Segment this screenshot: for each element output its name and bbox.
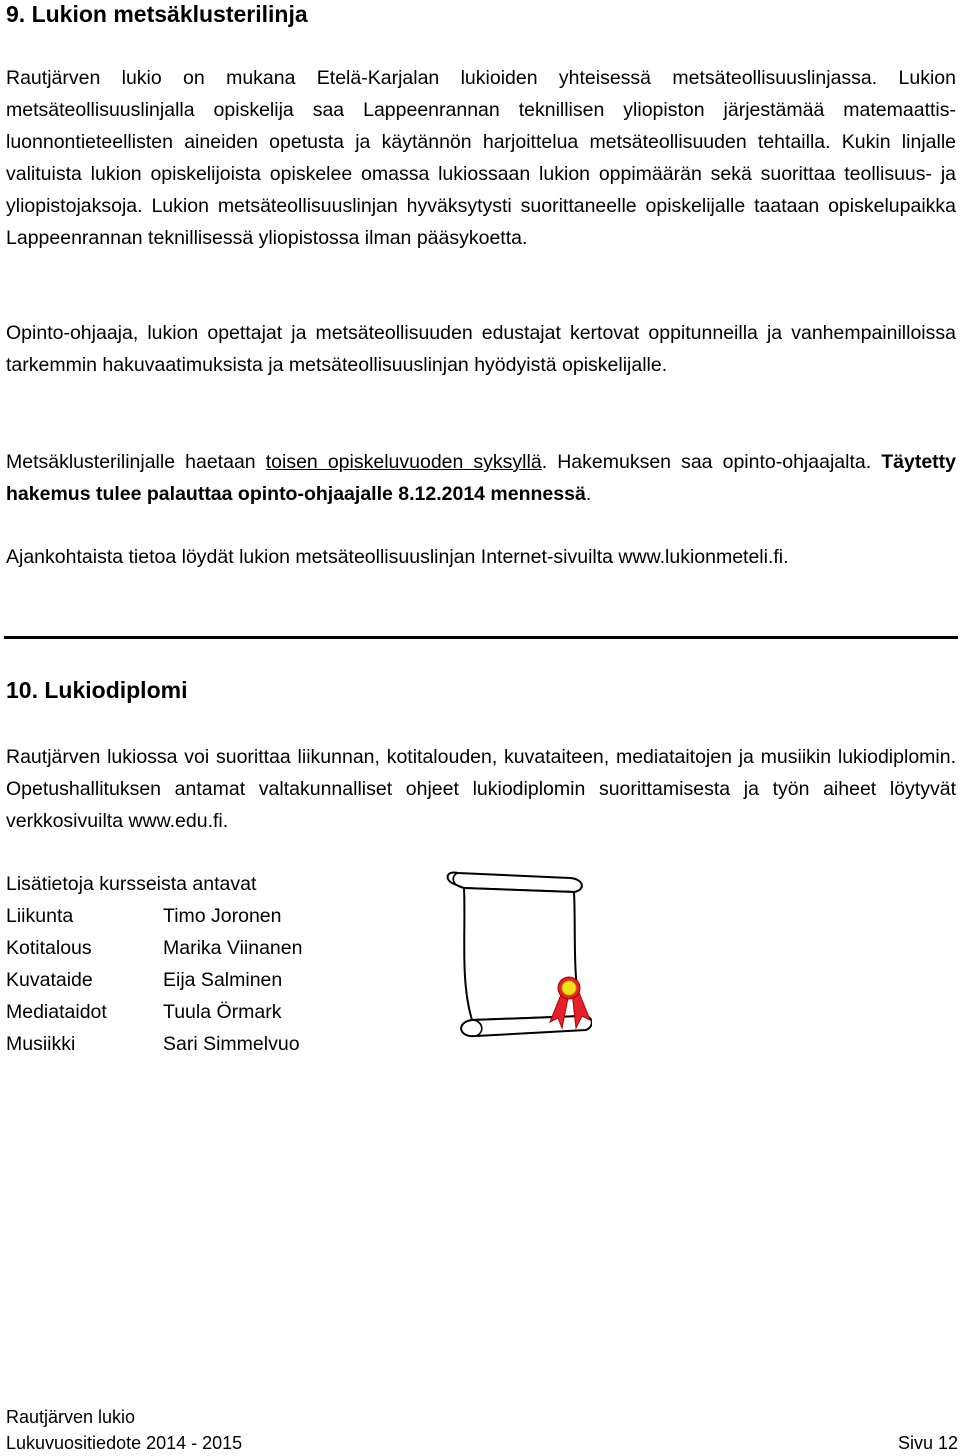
contact-subject: Musiikki — [6, 1033, 76, 1055]
contact-row — [6, 1028, 302, 1060]
contact-person: Eija Salminen — [163, 969, 283, 991]
paragraph-text: Metsäklusterilinjalle haetaan — [6, 451, 266, 473]
contact-person: Marika Viinanen — [163, 937, 303, 959]
footer-school: Rautjärven lukio — [6, 1407, 136, 1427]
contact-row — [6, 964, 302, 996]
page-footer — [6, 1404, 958, 1456]
contact-row — [6, 932, 302, 964]
section-10-heading: 10. Lukiodiplomi — [6, 677, 188, 703]
contacts-heading: Lisätietoja kursseista antavat — [6, 873, 257, 895]
contact-subject: Kuvataide — [6, 969, 93, 991]
contact-subject: Kotitalous — [6, 937, 92, 959]
section-9-heading: 9. Lukion metsäklusterilinja — [6, 1, 308, 27]
contact-person: Sari Simmelvuo — [163, 1033, 300, 1055]
diploma-scroll-icon — [442, 870, 592, 1046]
bold-deadline-text: Täytetty hakemus tulee palauttaa opinto-ohjaajalle 8.12.2014 mennessä — [6, 451, 956, 505]
section-9-paragraph-3 — [6, 446, 956, 510]
contact-person: Tuula Örmark — [163, 1001, 282, 1023]
section-9-paragraph-2: Opinto-ohjaaja, lukion opettajat ja metsäteollisuuden edustajat kertovat oppitunneilla ja vanhempainilloissa tarkemmin hakuvaatimuksista ja metsäteollisuuslinjan hyödyistä opiskelijalle. — [6, 322, 956, 376]
section-9-paragraph-4: Ajankohtaista tietoa löydät lukion metsäteollisuuslinjan Internet-sivuilta www.lukionmeteli.fi. — [6, 546, 789, 568]
contact-row — [6, 900, 302, 932]
contact-person: Timo Joronen — [163, 905, 282, 927]
paragraph-text: . — [585, 483, 592, 505]
footer-publication: Lukuvuositiedote 2014 - 2015 — [6, 1433, 243, 1453]
underlined-text: toisen opiskeluvuoden syksyllä — [265, 451, 542, 473]
contacts-list — [6, 868, 302, 1060]
paragraph-text: . Hakemuksen saa opinto-ohjaajalta. — [541, 451, 882, 473]
section-9-paragraph-1: Rautjärven lukio on mukana Etelä-Karjalan lukioiden yhteisessä metsäteollisuuslinjassa. Lukion metsäteollisuuslinjalla opiskelija saa Lappeenrannan teknillisen yliopiston järjestämää matemaattis-luonnontieteellisten aineiden opetusta ja käytännön harjoittelua metsäteollisuuden tehtailla. Kukin linjalle valituista lukion opiskelijoista opiskelee omassa lukiossaan lukion oppimäärän sekä suorittaa teollisuus- ja yliopistojaksoja. Lukion metsäteollisuuslinjan hyväksytysti suorittaneelle opiskelijalle taataan opiskelupaikka Lappeenrannan teknillisessä yliopistossa ilman pääsykoetta. — [6, 67, 956, 249]
section-10-paragraph-1: Rautjärven lukiossa voi suorittaa liikunnan, kotitalouden, kuvataiteen, mediataitojen ja musiikin lukiodiplomin. Opetushallituksen antamat valtakunnalliset ohjeet lukiodiplomin suorittamisesta ja työn aiheet löytyvät verkkosivuilta www.edu.fi. — [6, 746, 956, 832]
section-divider — [4, 636, 958, 639]
contact-row — [6, 996, 302, 1028]
contact-subject: Mediataidot — [6, 1001, 107, 1023]
contact-subject: Liikunta — [6, 905, 74, 927]
page-number: Sivu 12 — [897, 1433, 958, 1453]
footer-row — [6, 1430, 958, 1456]
